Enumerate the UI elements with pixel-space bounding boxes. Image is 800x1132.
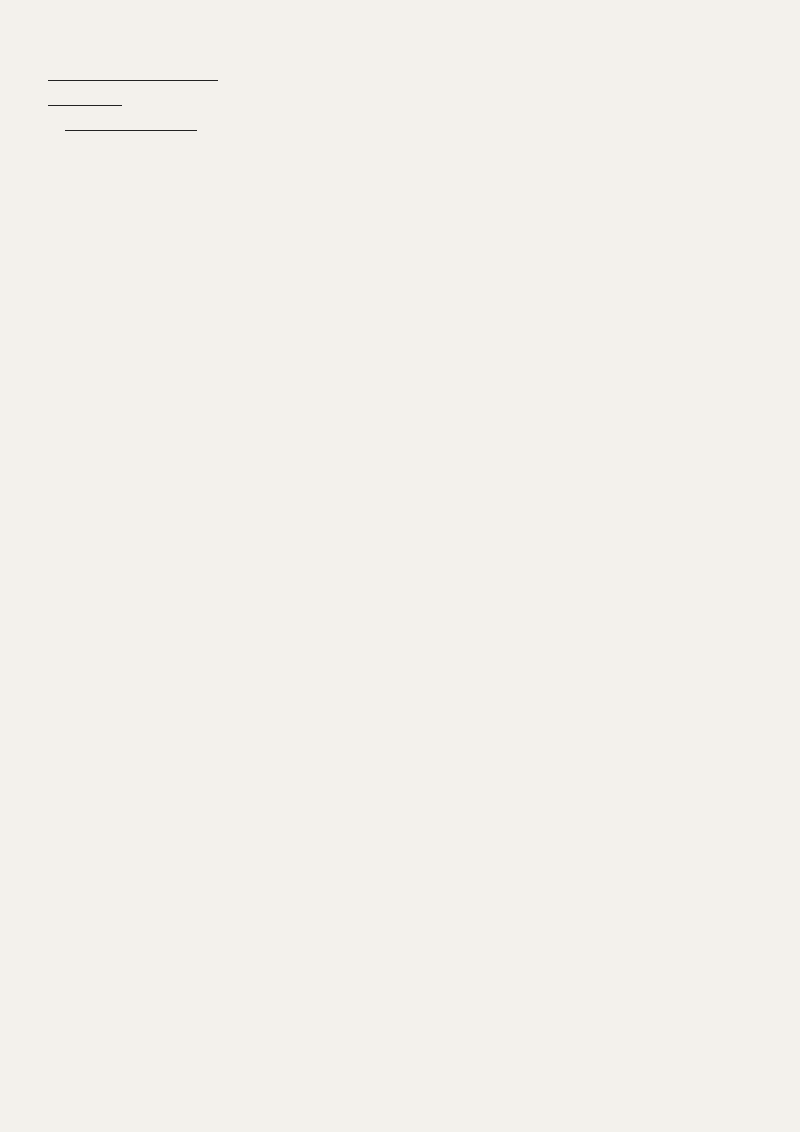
figure-3-bar-chart: [236, 248, 576, 428]
q17-line-3: [65, 116, 197, 134]
answer-blank: [48, 91, 122, 106]
answer-blank: [48, 66, 218, 81]
q17-line-1: [48, 66, 218, 84]
answer-blank: [131, 116, 197, 131]
answer-blank: [65, 116, 131, 131]
q17-line-2: [48, 91, 122, 109]
